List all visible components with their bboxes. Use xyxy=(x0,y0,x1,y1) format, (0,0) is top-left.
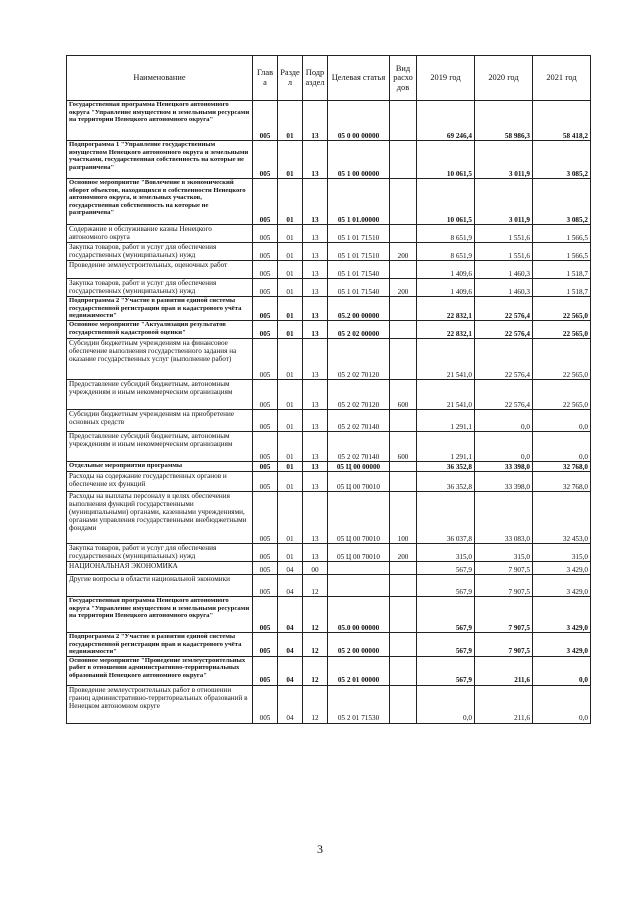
row-2020: 1 551,6 xyxy=(475,225,533,243)
row-vid xyxy=(390,472,417,492)
row-target: 05 1 01 71510 xyxy=(328,225,390,243)
row-glava: 005 xyxy=(253,243,278,261)
row-podrazdel: 13 xyxy=(303,179,328,225)
row-2020: 7 907,5 xyxy=(475,575,533,597)
row-2019: 1 409,6 xyxy=(417,261,475,279)
row-glava: 005 xyxy=(253,261,278,279)
row-2019: 1 409,6 xyxy=(417,279,475,297)
row-razdel: 01 xyxy=(278,101,303,141)
row-podrazdel: 13 xyxy=(303,261,328,279)
row-2019: 567,9 xyxy=(417,633,475,657)
row-razdel: 01 xyxy=(278,410,303,432)
row-name: Основное мероприятие "Вовлечение в экономический оборот объектов, находящихся в собственности Ненецкого автономного округа, и земельных участков, государственная собственность на которые не разграничена" xyxy=(67,179,253,225)
row-name: Отдельные мероприятия программы xyxy=(67,462,253,472)
header-name: Наименование xyxy=(67,56,253,101)
row-2020: 22 576,4 xyxy=(475,297,533,321)
row-2021: 3 429,0 xyxy=(533,562,591,575)
table-row xyxy=(67,410,591,432)
row-2020: 33 398,0 xyxy=(475,462,533,472)
row-glava: 005 xyxy=(253,410,278,432)
row-2020: 33 083,0 xyxy=(475,492,533,544)
row-name: Подпрограмма 2 "Участие в развитии единой системы государственной регистрации прав и кадастрового учёта недвижимости" xyxy=(67,633,253,657)
row-vid xyxy=(390,597,417,633)
row-razdel: 01 xyxy=(278,472,303,492)
row-podrazdel: 13 xyxy=(303,432,328,462)
row-2020: 22 576,4 xyxy=(475,321,533,339)
row-razdel: 04 xyxy=(278,575,303,597)
row-2021: 0,0 xyxy=(533,656,591,685)
table-row xyxy=(67,339,591,380)
table-row xyxy=(67,462,591,472)
row-2021: 1 518,7 xyxy=(533,279,591,297)
row-razdel: 01 xyxy=(278,544,303,562)
table-row xyxy=(67,279,591,297)
row-2021: 0,0 xyxy=(533,685,591,723)
row-2021: 22 565,0 xyxy=(533,297,591,321)
row-target: 05 2 02 70140 xyxy=(328,410,390,432)
row-2021: 1 518,7 xyxy=(533,261,591,279)
row-glava: 005 xyxy=(253,492,278,544)
row-razdel: 04 xyxy=(278,656,303,685)
row-name: Основное мероприятие "Проведение землеустроительных работ в отношении административно-территориальных образований Ненецкого автономного округа" xyxy=(67,656,253,685)
row-podrazdel: 13 xyxy=(303,544,328,562)
row-glava: 005 xyxy=(253,432,278,462)
row-2021: 58 418,2 xyxy=(533,101,591,141)
row-2020: 33 398,0 xyxy=(475,472,533,492)
header-target: Целевая статья xyxy=(328,56,390,101)
header-razdel: Разде л xyxy=(278,56,303,101)
row-2019: 315,0 xyxy=(417,544,475,562)
page-number: 3 xyxy=(317,842,323,856)
row-target xyxy=(328,575,390,597)
row-podrazdel: 12 xyxy=(303,685,328,723)
row-2020: 7 907,5 xyxy=(475,562,533,575)
row-2020: 3 011,9 xyxy=(475,179,533,225)
row-razdel: 01 xyxy=(278,141,303,179)
row-glava: 005 xyxy=(253,544,278,562)
row-2019: 36 352,8 xyxy=(417,472,475,492)
row-target: 05.0 00 00000 xyxy=(328,597,390,633)
row-vid xyxy=(390,575,417,597)
table-row xyxy=(67,544,591,562)
row-2020: 1 460,3 xyxy=(475,279,533,297)
row-target: 05 2 02 70120 xyxy=(328,339,390,380)
row-vid xyxy=(390,462,417,472)
row-vid xyxy=(390,562,417,575)
row-2021: 3 429,0 xyxy=(533,633,591,657)
row-razdel: 01 xyxy=(278,225,303,243)
row-2020: 22 576,4 xyxy=(475,380,533,410)
row-2020: 211,6 xyxy=(475,685,533,723)
row-2020: 3 011,9 xyxy=(475,141,533,179)
table-row xyxy=(67,492,591,544)
row-2019: 21 541,0 xyxy=(417,339,475,380)
row-vid: 100 xyxy=(390,492,417,544)
row-vid xyxy=(390,141,417,179)
row-glava: 005 xyxy=(253,462,278,472)
row-podrazdel: 13 xyxy=(303,472,328,492)
row-razdel: 01 xyxy=(278,380,303,410)
row-target: 05.2 00 00000 xyxy=(328,297,390,321)
header-2020: 2020 год xyxy=(475,56,533,101)
row-name: Расходы на выплаты персоналу в целях обеспечения выполнения функций государственными (муниципальными) органами, казенными учреждениями, органами управления государственными внебюджетными фондами xyxy=(67,492,253,544)
row-glava: 005 xyxy=(253,685,278,723)
header-2019: 2019 год xyxy=(417,56,475,101)
row-glava: 005 xyxy=(253,297,278,321)
row-vid xyxy=(390,225,417,243)
row-name: Подпрограмма 1 "Управление государственным имуществом Ненецкого автономного округа и земельными участками, государственная собственность на которые не разграничена" xyxy=(67,141,253,179)
row-razdel: 04 xyxy=(278,685,303,723)
row-name: Государственная программа Ненецкого автономного округа "Управление имуществом и земельными ресурсами на территории Ненецкого автономного округа" xyxy=(67,597,253,633)
row-2021: 32 453,0 xyxy=(533,492,591,544)
row-2021: 1 566,5 xyxy=(533,243,591,261)
row-2020: 0,0 xyxy=(475,432,533,462)
header-podrazdel: Подр аздел xyxy=(303,56,328,101)
row-podrazdel: 13 xyxy=(303,462,328,472)
row-target: 05 2 02 70120 xyxy=(328,380,390,410)
row-2019: 69 246,4 xyxy=(417,101,475,141)
row-2019: 567,9 xyxy=(417,575,475,597)
table-row xyxy=(67,685,591,723)
row-podrazdel: 13 xyxy=(303,321,328,339)
table-row xyxy=(67,243,591,261)
row-glava: 005 xyxy=(253,562,278,575)
row-2019: 36 037,8 xyxy=(417,492,475,544)
row-razdel: 01 xyxy=(278,492,303,544)
row-glava: 005 xyxy=(253,225,278,243)
row-2021: 22 565,0 xyxy=(533,380,591,410)
row-podrazdel: 00 xyxy=(303,562,328,575)
row-2019: 567,9 xyxy=(417,656,475,685)
row-razdel: 04 xyxy=(278,633,303,657)
row-glava: 005 xyxy=(253,656,278,685)
row-2019: 10 061,5 xyxy=(417,141,475,179)
row-target: 05 2 01 71530 xyxy=(328,685,390,723)
row-2020: 22 576,4 xyxy=(475,339,533,380)
row-glava: 005 xyxy=(253,597,278,633)
row-2019: 22 832,1 xyxy=(417,297,475,321)
row-razdel: 01 xyxy=(278,297,303,321)
row-glava: 005 xyxy=(253,339,278,380)
row-razdel: 01 xyxy=(278,261,303,279)
row-glava: 005 xyxy=(253,101,278,141)
table-body xyxy=(67,101,591,724)
row-podrazdel: 13 xyxy=(303,380,328,410)
row-target: 05 Ц 00 70010 xyxy=(328,544,390,562)
header-vid: Вид расхо дов xyxy=(390,56,417,101)
row-2019: 8 651,9 xyxy=(417,243,475,261)
header-row xyxy=(67,56,591,101)
row-name: Проведение землеустроительных, оценочных работ xyxy=(67,261,253,279)
row-2019: 21 541,0 xyxy=(417,380,475,410)
table-row xyxy=(67,633,591,657)
row-target xyxy=(328,562,390,575)
row-target: 05 1 01 71540 xyxy=(328,261,390,279)
row-name: Подпрограмма 2 "Участие в развитии единой системы государственной регистрации прав и кадастрового учёта недвижимости" xyxy=(67,297,253,321)
row-podrazdel: 12 xyxy=(303,597,328,633)
row-target: 05 2 00 00000 xyxy=(328,633,390,657)
row-razdel: 04 xyxy=(278,562,303,575)
row-2021: 3 085,2 xyxy=(533,141,591,179)
row-vid xyxy=(390,261,417,279)
row-2021: 32 768,0 xyxy=(533,462,591,472)
table-row xyxy=(67,597,591,633)
table-row xyxy=(67,380,591,410)
budget-table xyxy=(66,55,591,724)
row-vid: 200 xyxy=(390,243,417,261)
row-2021: 22 565,0 xyxy=(533,321,591,339)
row-glava: 005 xyxy=(253,179,278,225)
row-name: Закупка товаров, работ и услуг для обеспечения государственных (муниципальных) нужд xyxy=(67,243,253,261)
row-2019: 0,0 xyxy=(417,685,475,723)
row-vid xyxy=(390,297,417,321)
row-vid: 600 xyxy=(390,380,417,410)
row-2019: 567,9 xyxy=(417,562,475,575)
row-2019: 36 352,8 xyxy=(417,462,475,472)
row-vid xyxy=(390,179,417,225)
row-podrazdel: 13 xyxy=(303,243,328,261)
row-glava: 005 xyxy=(253,321,278,339)
row-target: 05 1 01 71510 xyxy=(328,243,390,261)
row-podrazdel: 12 xyxy=(303,633,328,657)
row-vid xyxy=(390,633,417,657)
row-podrazdel: 13 xyxy=(303,101,328,141)
row-razdel: 01 xyxy=(278,243,303,261)
row-2020: 211,6 xyxy=(475,656,533,685)
table-row xyxy=(67,179,591,225)
row-name: НАЦИОНАЛЬНАЯ ЭКОНОМИКА xyxy=(67,562,253,575)
row-2019: 22 832,1 xyxy=(417,321,475,339)
row-2021: 0,0 xyxy=(533,410,591,432)
row-2021: 22 565,0 xyxy=(533,339,591,380)
row-target: 05 2 02 70140 xyxy=(328,432,390,462)
table-row xyxy=(67,225,591,243)
row-podrazdel: 13 xyxy=(303,279,328,297)
row-glava: 005 xyxy=(253,141,278,179)
table-row xyxy=(67,432,591,462)
table-row xyxy=(67,297,591,321)
row-target: 05 1 01.00000 xyxy=(328,179,390,225)
row-name: Предоставление субсидий бюджетным, автономным учреждениям и иным некоммерческим организациям xyxy=(67,380,253,410)
row-podrazdel: 13 xyxy=(303,492,328,544)
header-2021: 2021 год xyxy=(533,56,591,101)
row-vid: 600 xyxy=(390,432,417,462)
row-vid: 200 xyxy=(390,544,417,562)
row-podrazdel: 13 xyxy=(303,339,328,380)
row-podrazdel: 13 xyxy=(303,141,328,179)
row-glava: 005 xyxy=(253,472,278,492)
table-row xyxy=(67,575,591,597)
row-name: Расходы на содержание государственных органов и обеспечение их функций xyxy=(67,472,253,492)
row-2019: 1 291,1 xyxy=(417,410,475,432)
row-2020: 0,0 xyxy=(475,410,533,432)
row-razdel: 01 xyxy=(278,279,303,297)
row-vid xyxy=(390,685,417,723)
row-2020: 58 986,3 xyxy=(475,101,533,141)
row-target: 05 Ц 00 00000 xyxy=(328,462,390,472)
row-razdel: 04 xyxy=(278,597,303,633)
row-name: Субсидии бюджетным учреждениям на финансовое обеспечение выполнения государственного задания на оказание государственных услуг (выполнение работ) xyxy=(67,339,253,380)
row-name: Проведение землеустроительных работ в отношении границ административно-территориальных образований в Ненецком автономном округе xyxy=(67,685,253,723)
row-vid: 200 xyxy=(390,279,417,297)
row-vid xyxy=(390,656,417,685)
row-razdel: 01 xyxy=(278,432,303,462)
row-target: 05 Ц 00 70010 xyxy=(328,472,390,492)
row-2021: 3 085,2 xyxy=(533,179,591,225)
row-podrazdel: 13 xyxy=(303,410,328,432)
table-row xyxy=(67,321,591,339)
row-name: Закупка товаров, работ и услуг для обеспечения государственных (муниципальных) нужд xyxy=(67,544,253,562)
row-razdel: 01 xyxy=(278,462,303,472)
row-2021: 3 429,0 xyxy=(533,597,591,633)
row-glava: 005 xyxy=(253,633,278,657)
row-2019: 8 651,9 xyxy=(417,225,475,243)
row-vid xyxy=(390,339,417,380)
table-row xyxy=(67,472,591,492)
row-vid xyxy=(390,101,417,141)
row-2019: 10 061,5 xyxy=(417,179,475,225)
table-row xyxy=(67,656,591,685)
table-row xyxy=(67,141,591,179)
row-2021: 1 566,5 xyxy=(533,225,591,243)
table-row xyxy=(67,261,591,279)
row-name: Субсидии бюджетным учреждениям на приобретение основных средств xyxy=(67,410,253,432)
row-name: Предоставление субсидий бюджетным, автономным учреждениям и иным некоммерческим организациям xyxy=(67,432,253,462)
row-name: Другие вопросы в области национальной экономики xyxy=(67,575,253,597)
row-2020: 7 907,5 xyxy=(475,633,533,657)
row-glava: 005 xyxy=(253,380,278,410)
row-2019: 567,9 xyxy=(417,597,475,633)
row-razdel: 01 xyxy=(278,321,303,339)
row-target: 05 2 02 00000 xyxy=(328,321,390,339)
row-name: Государственная программа Ненецкого автономного округа "Управление имуществом и земельными ресурсами на территории Ненецкого автономного округа" xyxy=(67,101,253,141)
row-2020: 1 551,6 xyxy=(475,243,533,261)
table-row xyxy=(67,562,591,575)
row-target: 05 1 01 71540 xyxy=(328,279,390,297)
row-podrazdel: 13 xyxy=(303,297,328,321)
row-name: Закупка товаров, работ и услуг для обеспечения государственных (муниципальных) нужд xyxy=(67,279,253,297)
row-glava: 005 xyxy=(253,279,278,297)
row-name: Содержание и обслуживание казны Ненецкого автономного округа xyxy=(67,225,253,243)
row-2021: 0,0 xyxy=(533,432,591,462)
row-vid xyxy=(390,410,417,432)
row-name: Основное мероприятие "Актуализация результатов государственной кадастровой оценки" xyxy=(67,321,253,339)
row-vid xyxy=(390,321,417,339)
row-target: 05 Ц 00 70010 xyxy=(328,492,390,544)
row-2021: 3 429,0 xyxy=(533,575,591,597)
row-razdel: 01 xyxy=(278,179,303,225)
row-glava: 005 xyxy=(253,575,278,597)
row-2021: 32 768,0 xyxy=(533,472,591,492)
header-glava: Глав а xyxy=(253,56,278,101)
row-2020: 7 907,5 xyxy=(475,597,533,633)
row-2020: 1 460,3 xyxy=(475,261,533,279)
row-target: 05 1 00 00000 xyxy=(328,141,390,179)
row-2019: 1 291,1 xyxy=(417,432,475,462)
row-2020: 315,0 xyxy=(475,544,533,562)
row-podrazdel: 12 xyxy=(303,575,328,597)
row-target: 05 0 00 00000 xyxy=(328,101,390,141)
row-2021: 315,0 xyxy=(533,544,591,562)
row-podrazdel: 12 xyxy=(303,656,328,685)
table-row xyxy=(67,101,591,141)
row-razdel: 01 xyxy=(278,339,303,380)
row-target: 05 2 01 00000 xyxy=(328,656,390,685)
row-podrazdel: 13 xyxy=(303,225,328,243)
